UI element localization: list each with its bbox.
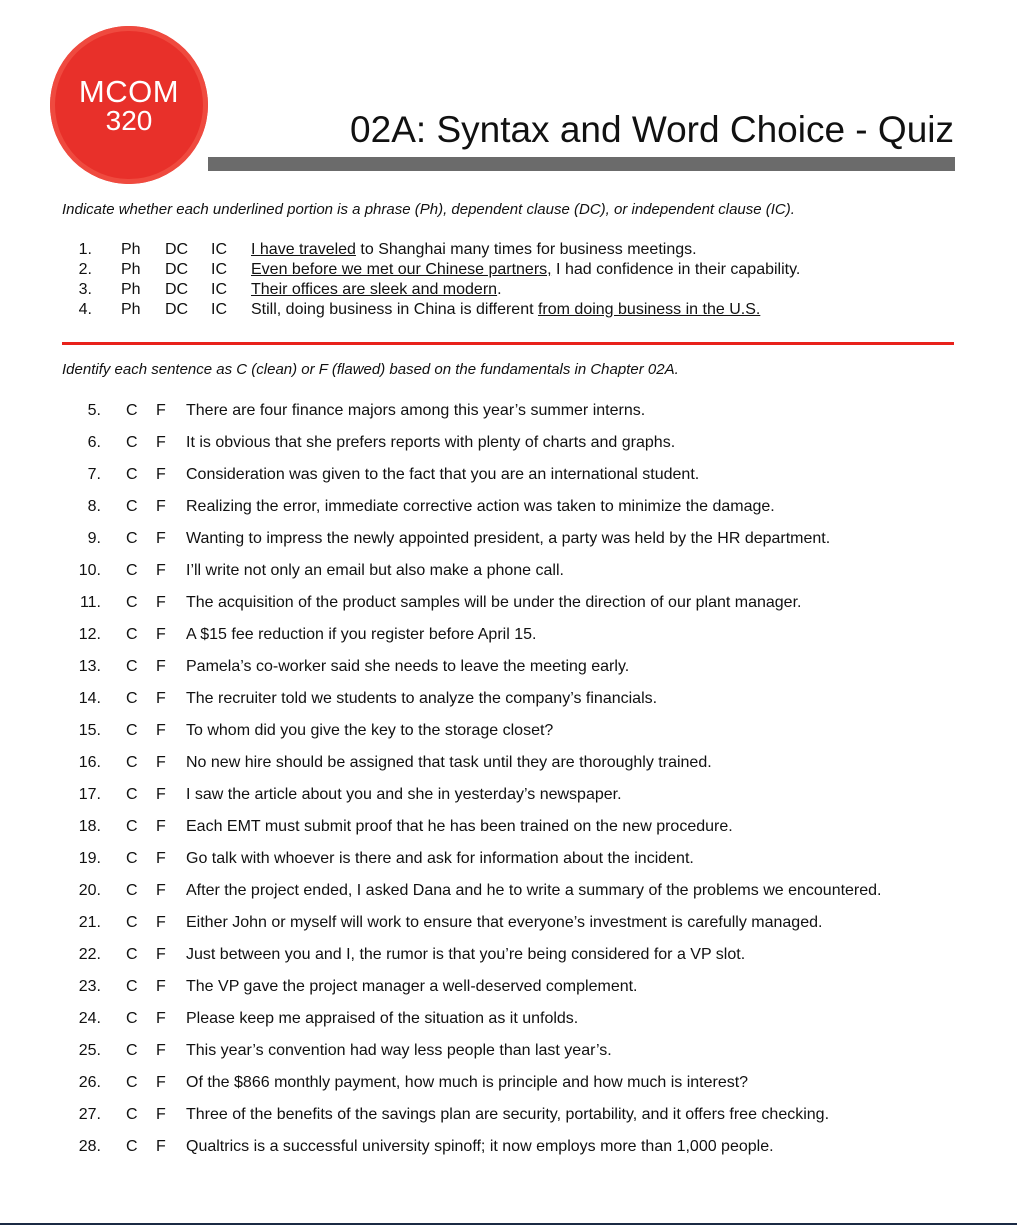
option-flawed[interactable]: F bbox=[156, 882, 166, 899]
option-flawed[interactable]: F bbox=[156, 946, 166, 963]
option-flawed[interactable]: F bbox=[156, 754, 166, 771]
option-clean[interactable]: C bbox=[126, 626, 138, 643]
section1-instructions: Indicate whether each underlined portion is a phrase (Ph), dependent clause (DC), or independent clause (IC). bbox=[62, 201, 795, 218]
question-number: 25. bbox=[78, 1042, 101, 1059]
sentence-question-list bbox=[0, 400, 1017, 1168]
option-clean[interactable]: C bbox=[126, 562, 138, 579]
question-sentence: The VP gave the project manager a well-deserved complement. bbox=[186, 978, 638, 995]
option-flawed[interactable]: F bbox=[156, 722, 166, 739]
option-clean[interactable]: C bbox=[126, 466, 138, 483]
underlined-portion: I have traveled bbox=[251, 241, 356, 258]
question-sentence: To whom did you give the key to the storage closet? bbox=[186, 722, 554, 739]
option-flawed[interactable]: F bbox=[156, 562, 166, 579]
option-flawed[interactable]: F bbox=[156, 914, 166, 931]
question-sentence: Pamela’s co-worker said she needs to leave the meeting early. bbox=[186, 658, 630, 675]
option-ic[interactable]: IC bbox=[211, 301, 227, 318]
option-clean[interactable]: C bbox=[126, 882, 138, 899]
question-sentence: I saw the article about you and she in yesterday’s newspaper. bbox=[186, 786, 622, 803]
sentence-question-row bbox=[0, 816, 1017, 848]
question-number: 27. bbox=[78, 1106, 101, 1123]
clause-question-row bbox=[0, 280, 1017, 300]
question-number: 20. bbox=[78, 882, 101, 899]
option-flawed[interactable]: F bbox=[156, 594, 166, 611]
question-sentence bbox=[251, 240, 697, 260]
sentence-question-row bbox=[0, 1040, 1017, 1072]
option-ph[interactable]: Ph bbox=[121, 281, 141, 298]
question-number: 5. bbox=[87, 402, 101, 419]
option-dc[interactable]: DC bbox=[165, 301, 189, 318]
option-flawed[interactable]: F bbox=[156, 818, 166, 835]
sentence-question-row bbox=[0, 400, 1017, 432]
question-number: 16. bbox=[78, 754, 101, 771]
page-title: 02A: Syntax and Word Choice - Quiz bbox=[350, 109, 954, 150]
question-sentence: It is obvious that she prefers reports with plenty of charts and graphs. bbox=[186, 434, 676, 451]
sentence-question-row bbox=[0, 784, 1017, 816]
question-number: 14. bbox=[78, 690, 101, 707]
question-number: 19. bbox=[78, 850, 101, 867]
question-number: 18. bbox=[78, 818, 101, 835]
logo-course-number: 320 bbox=[105, 105, 153, 136]
option-flawed[interactable]: F bbox=[156, 402, 166, 419]
sentence-question-row bbox=[0, 464, 1017, 496]
option-flawed[interactable]: F bbox=[156, 1106, 166, 1123]
option-flawed[interactable]: F bbox=[156, 1042, 166, 1059]
option-flawed[interactable]: F bbox=[156, 658, 166, 675]
question-sentence: Please keep me appraised of the situation as it unfolds. bbox=[186, 1010, 579, 1027]
question-sentence: After the project ended, I asked Dana and he to write a summary of the problems we encountered. bbox=[186, 882, 882, 899]
question-number: 21. bbox=[78, 914, 101, 931]
sentence-question-row bbox=[0, 656, 1017, 688]
question-sentence: Realizing the error, immediate corrective action was taken to minimize the damage. bbox=[186, 498, 775, 515]
option-ph[interactable]: Ph bbox=[121, 261, 141, 278]
question-sentence: I’ll write not only an email but also make a phone call. bbox=[186, 562, 564, 579]
question-sentence: Three of the benefits of the savings plan are security, portability, and it offers free checking. bbox=[186, 1106, 830, 1123]
sentence-question-row bbox=[0, 432, 1017, 464]
option-clean[interactable]: C bbox=[126, 690, 138, 707]
sentence-question-row bbox=[0, 880, 1017, 912]
question-number: 3. bbox=[78, 281, 92, 298]
option-flawed[interactable]: F bbox=[156, 978, 166, 995]
option-dc[interactable]: DC bbox=[165, 281, 189, 298]
option-flawed[interactable]: F bbox=[156, 850, 166, 867]
option-ph[interactable]: Ph bbox=[121, 241, 141, 258]
question-number: 12. bbox=[78, 626, 101, 643]
question-sentence: A $15 fee reduction if you register before April 15. bbox=[186, 626, 537, 643]
sentence-tail: . bbox=[497, 281, 502, 298]
sentence-tail: I had confidence in their capability. bbox=[551, 261, 801, 278]
clause-question-row bbox=[0, 260, 1017, 280]
option-clean[interactable]: C bbox=[126, 978, 138, 995]
question-number: 24. bbox=[78, 1010, 101, 1027]
question-number: 6. bbox=[87, 434, 101, 451]
option-clean[interactable]: C bbox=[126, 818, 138, 835]
sentence-question-row bbox=[0, 1008, 1017, 1040]
option-clean[interactable]: C bbox=[126, 786, 138, 803]
question-sentence: Go talk with whoever is there and ask for information about the incident. bbox=[186, 850, 694, 867]
option-dc[interactable]: DC bbox=[165, 241, 189, 258]
question-number: 22. bbox=[78, 946, 101, 963]
question-number: 7. bbox=[87, 466, 101, 483]
sentence-question-row bbox=[0, 848, 1017, 880]
question-number: 23. bbox=[78, 978, 101, 995]
option-flawed[interactable]: F bbox=[156, 690, 166, 707]
section2-instructions: Identify each sentence as C (clean) or F (flawed) based on the fundamentals in Chapter 02A. bbox=[62, 361, 679, 378]
option-clean[interactable]: C bbox=[126, 434, 138, 451]
sentence-question-row bbox=[0, 912, 1017, 944]
option-ph[interactable]: Ph bbox=[121, 301, 141, 318]
question-number: 2. bbox=[78, 261, 92, 278]
clause-question-list bbox=[0, 240, 1017, 320]
option-clean[interactable]: C bbox=[126, 1106, 138, 1123]
question-sentence: Of the $866 monthly payment, how much is principle and how much is interest? bbox=[186, 1074, 749, 1091]
underlined-portion: Their offices are sleek and modern bbox=[251, 281, 498, 298]
question-number: 9. bbox=[87, 530, 101, 547]
option-clean[interactable]: C bbox=[126, 914, 138, 931]
question-number: 11. bbox=[79, 594, 101, 611]
sentence-question-row bbox=[0, 1104, 1017, 1136]
question-number: 8. bbox=[87, 498, 101, 515]
question-number: 15. bbox=[78, 722, 101, 739]
option-clean[interactable]: C bbox=[126, 754, 138, 771]
sentence-question-row bbox=[0, 528, 1017, 560]
question-number: 28. bbox=[78, 1138, 101, 1155]
question-number: 1. bbox=[78, 241, 92, 258]
option-flawed[interactable]: F bbox=[156, 786, 166, 803]
option-clean[interactable]: C bbox=[126, 1138, 138, 1155]
question-sentence: The recruiter told we students to analyze the company’s financials. bbox=[186, 690, 658, 707]
sentence-lead: Still, doing business in China is different bbox=[251, 301, 538, 318]
option-flawed[interactable]: F bbox=[156, 1074, 166, 1091]
clause-question-row bbox=[0, 300, 1017, 320]
question-sentence: Wanting to impress the newly appointed president, a party was held by the HR department. bbox=[186, 530, 831, 547]
option-clean[interactable]: C bbox=[126, 1042, 138, 1059]
question-number: 10. bbox=[78, 562, 101, 579]
option-clean[interactable]: C bbox=[126, 722, 138, 739]
option-clean[interactable]: C bbox=[126, 498, 138, 515]
section-divider bbox=[62, 342, 954, 345]
option-flawed[interactable]: F bbox=[156, 498, 166, 515]
course-logo bbox=[50, 26, 208, 184]
option-clean[interactable]: C bbox=[126, 658, 138, 675]
question-number: 17. bbox=[78, 786, 101, 803]
question-number: 26. bbox=[78, 1074, 101, 1091]
underlined-portion: from doing business in the U.S. bbox=[537, 301, 761, 318]
logo-course-code: MCOM bbox=[78, 74, 180, 109]
underlined-portion: Even before we met our Chinese partners, bbox=[251, 261, 552, 278]
sentence-question-row bbox=[0, 944, 1017, 976]
option-clean[interactable]: C bbox=[126, 1010, 138, 1027]
clause-question-row bbox=[0, 240, 1017, 260]
question-sentence: There are four finance majors among this year’s summer interns. bbox=[186, 402, 646, 419]
sentence-question-row bbox=[0, 496, 1017, 528]
sentence-question-row bbox=[0, 976, 1017, 1008]
question-sentence: Consideration was given to the fact that you are an international student. bbox=[186, 466, 700, 483]
option-flawed[interactable]: F bbox=[156, 530, 166, 547]
option-ic[interactable]: IC bbox=[211, 241, 227, 258]
question-sentence: Qualtrics is a successful university spinoff; it now employs more than 1,000 people. bbox=[186, 1138, 774, 1155]
question-sentence bbox=[251, 300, 760, 320]
option-clean[interactable]: C bbox=[126, 1074, 138, 1091]
option-clean[interactable]: C bbox=[126, 946, 138, 963]
question-sentence bbox=[251, 280, 502, 300]
option-clean[interactable]: C bbox=[126, 850, 138, 867]
sentence-question-row bbox=[0, 592, 1017, 624]
option-clean[interactable]: C bbox=[126, 402, 138, 419]
page-bottom-border bbox=[0, 1223, 1017, 1225]
sentence-question-row bbox=[0, 560, 1017, 592]
question-sentence: The acquisition of the product samples will be under the direction of our plant manager. bbox=[186, 594, 802, 611]
question-number: 4. bbox=[78, 301, 92, 318]
sentence-tail: to Shanghai many times for business meetings. bbox=[355, 241, 697, 258]
sentence-question-row bbox=[0, 688, 1017, 720]
question-sentence bbox=[251, 260, 800, 280]
option-flawed[interactable]: F bbox=[156, 1010, 166, 1027]
sentence-question-row bbox=[0, 752, 1017, 784]
question-sentence: Just between you and I, the rumor is that you’re being considered for a VP slot. bbox=[186, 946, 746, 963]
question-sentence: Each EMT must submit proof that he has been trained on the new procedure. bbox=[186, 818, 733, 835]
option-flawed[interactable]: F bbox=[156, 1138, 166, 1155]
title-underline-bar bbox=[208, 157, 955, 171]
option-clean[interactable]: C bbox=[126, 594, 138, 611]
option-flawed[interactable]: F bbox=[156, 466, 166, 483]
sentence-question-row bbox=[0, 1136, 1017, 1168]
sentence-question-row bbox=[0, 624, 1017, 656]
option-flawed[interactable]: F bbox=[156, 434, 166, 451]
question-sentence: This year’s convention had way less people than last year’s. bbox=[186, 1042, 612, 1059]
question-sentence: Either John or myself will work to ensure that everyone’s investment is carefully managed. bbox=[186, 914, 823, 931]
option-ic[interactable]: IC bbox=[211, 261, 227, 278]
question-sentence: No new hire should be assigned that task until they are thoroughly trained. bbox=[186, 754, 712, 771]
option-ic[interactable]: IC bbox=[211, 281, 227, 298]
option-dc[interactable]: DC bbox=[165, 261, 189, 278]
question-number: 13. bbox=[78, 658, 101, 675]
option-clean[interactable]: C bbox=[126, 530, 138, 547]
sentence-question-row bbox=[0, 720, 1017, 752]
sentence-question-row bbox=[0, 1072, 1017, 1104]
option-flawed[interactable]: F bbox=[156, 626, 166, 643]
